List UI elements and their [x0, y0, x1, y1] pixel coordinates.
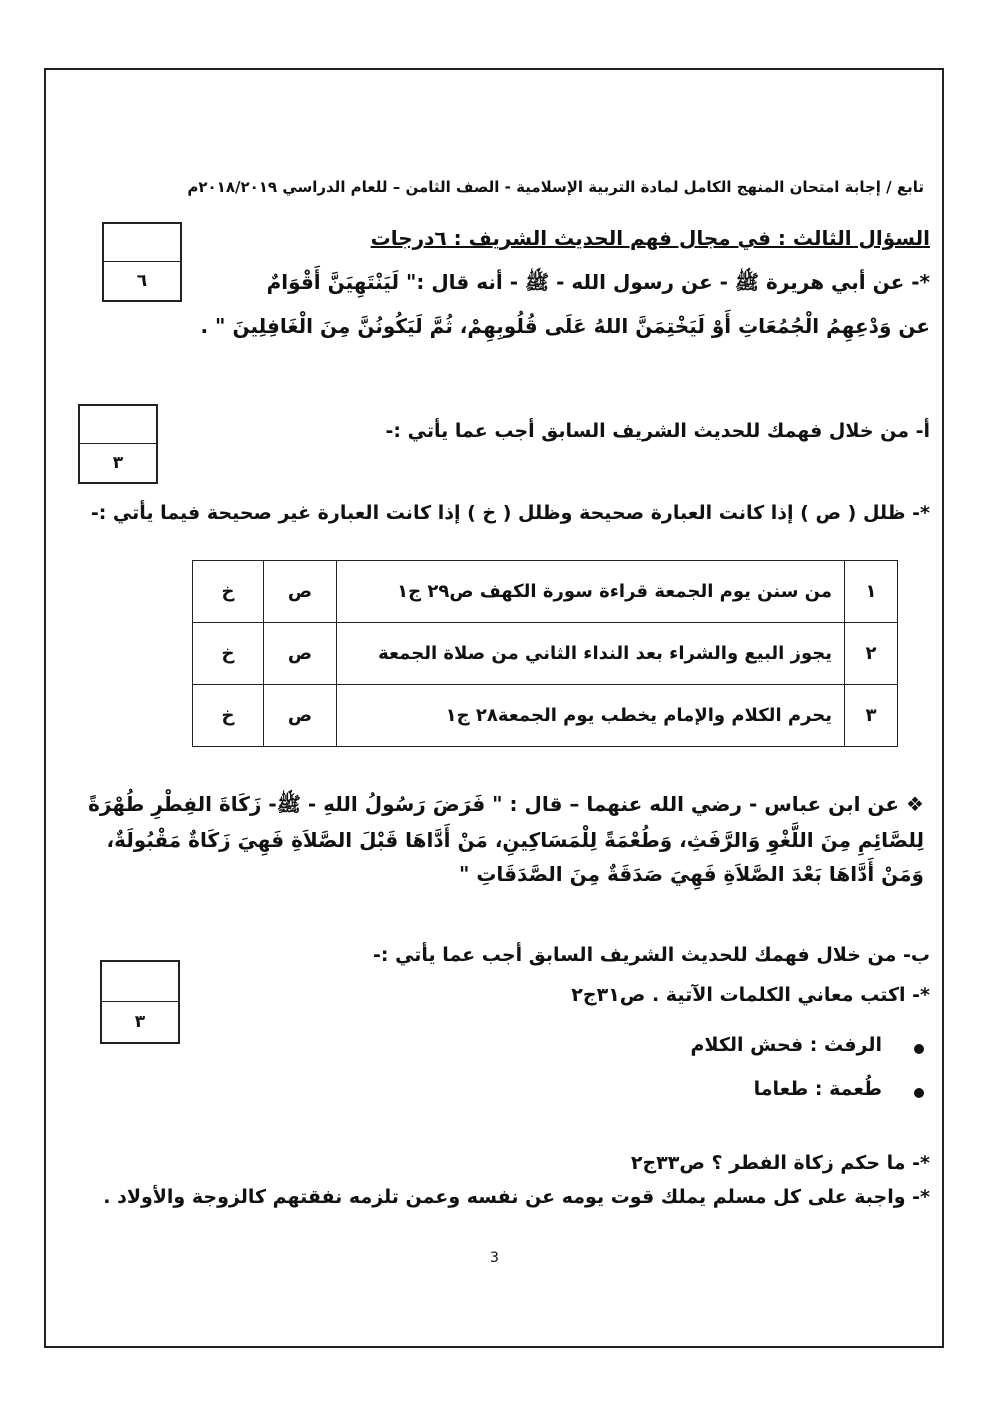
hadith-2-line-2: لِلصَّائِمِ مِنَ اللَّغْوِ وَالرَّفَثِ، وَطُعْمَةً لِلْمَسَاكِينِ، مَنْ أَدَّاهَا قَبْلَ الصَّلاَةِ فَهِيَ زَكَاةٌ مَقْبُولَةٌ،: [106, 828, 924, 852]
row-number: ٢: [845, 623, 898, 685]
true-false-table: [192, 560, 898, 747]
score-box-question-3: [102, 222, 182, 302]
true-option[interactable]: ص: [264, 685, 337, 747]
score-box-blank: [80, 406, 156, 444]
false-option[interactable]: خ: [193, 561, 264, 623]
statement-cell: من سنن يوم الجمعة قراءة سورة الكهف ص٢٩ ج١: [337, 561, 845, 623]
word-meanings-prompt: *- اكتب معاني الكلمات الآتية . ص٣١ج٢: [571, 984, 930, 1006]
hadith-1-line-1: *- عن أبي هريرة ﷺ - عن رسول الله - ﷺ - أنه قال :" لَيَنْتَهِيَنَّ أَقْوَامٌ: [266, 270, 930, 294]
ruling-question: *- ما حكم زكاة الفطر ؟ ص٣٣ج٢: [630, 1152, 930, 1174]
part-a-label: أ- من خلال فهمك للحديث الشريف السابق أجب عما يأتي :-: [385, 420, 930, 442]
hadith-1-line-2: عن وَدْعِهِمُ الْجُمُعَاتِ أَوْ لَيَخْتِمَنَّ اللهُ عَلَى قُلُوبِهِمْ، ثُمَّ لَيَكُونُنَّ مِنَ الْغَافِلِينَ " .: [200, 314, 930, 338]
bullet-icon: [914, 1088, 924, 1098]
false-option[interactable]: خ: [193, 623, 264, 685]
false-option[interactable]: خ: [193, 685, 264, 747]
row-number: ١: [845, 561, 898, 623]
statement-cell: يجوز البيع والشراء بعد النداء الثاني من صلاة الجمعة: [337, 623, 845, 685]
score-box-part-a: [78, 404, 158, 484]
page-number: 3: [490, 1250, 499, 1266]
exam-header: تابع / إجابة امتحان المنهج الكامل لمادة التربية الإسلامية - الصف الثامن – للعام الدراسي ٢٠١٨/٢٠١٩م: [187, 178, 924, 196]
word-meaning-item: طُعمة : طعاما: [753, 1078, 882, 1100]
score-value: ٣: [102, 1001, 178, 1042]
row-number: ٣: [845, 685, 898, 747]
ruling-answer: *- واجبة على كل مسلم يملك قوت يومه عن نفسه وعمن تلزمه نفقتهم كالزوجة والأولاد .: [103, 1186, 930, 1208]
score-box-part-b: [100, 960, 180, 1044]
word-meaning-item: الرفث : فحش الكلام: [690, 1034, 882, 1056]
score-value: ٦: [104, 261, 180, 300]
table-row: [193, 623, 898, 685]
statement-cell: يحرم الكلام والإمام يخطب يوم الجمعة٢٨ ج١: [337, 685, 845, 747]
hadith-2-line-3: وَمَنْ أَدَّاهَا بَعْدَ الصَّلاَةِ فَهِيَ صَدَقَةٌ مِنَ الصَّدَقَاتِ ": [458, 862, 924, 886]
bullet-icon: [914, 1044, 924, 1054]
score-box-blank: [102, 962, 178, 1002]
score-value: ٣: [80, 443, 156, 482]
question-3-title: السؤال الثالث : في مجال فهم الحديث الشريف : ٦درجات: [370, 226, 930, 250]
true-option[interactable]: ص: [264, 623, 337, 685]
table-row: [193, 685, 898, 747]
table-row: [193, 561, 898, 623]
shading-instruction: *- ظلل ( ص ) إذا كانت العبارة صحيحة وظلل ( خ ) إذا كانت العبارة غير صحيحة فيما يأتي :-: [90, 502, 930, 524]
score-box-blank: [104, 224, 180, 262]
hadith-2-line-1: ❖ عن ابن عباس - رضي الله عنهما – قال : " فَرَضَ رَسُولُ اللهِ - ﷺ- زَكَاةَ الفِطْرِ طُهْرَةً: [88, 792, 924, 816]
part-b-label: ب- من خلال فهمك للحديث الشريف السابق أجب عما يأتي :-: [372, 944, 930, 966]
true-option[interactable]: ص: [264, 561, 337, 623]
